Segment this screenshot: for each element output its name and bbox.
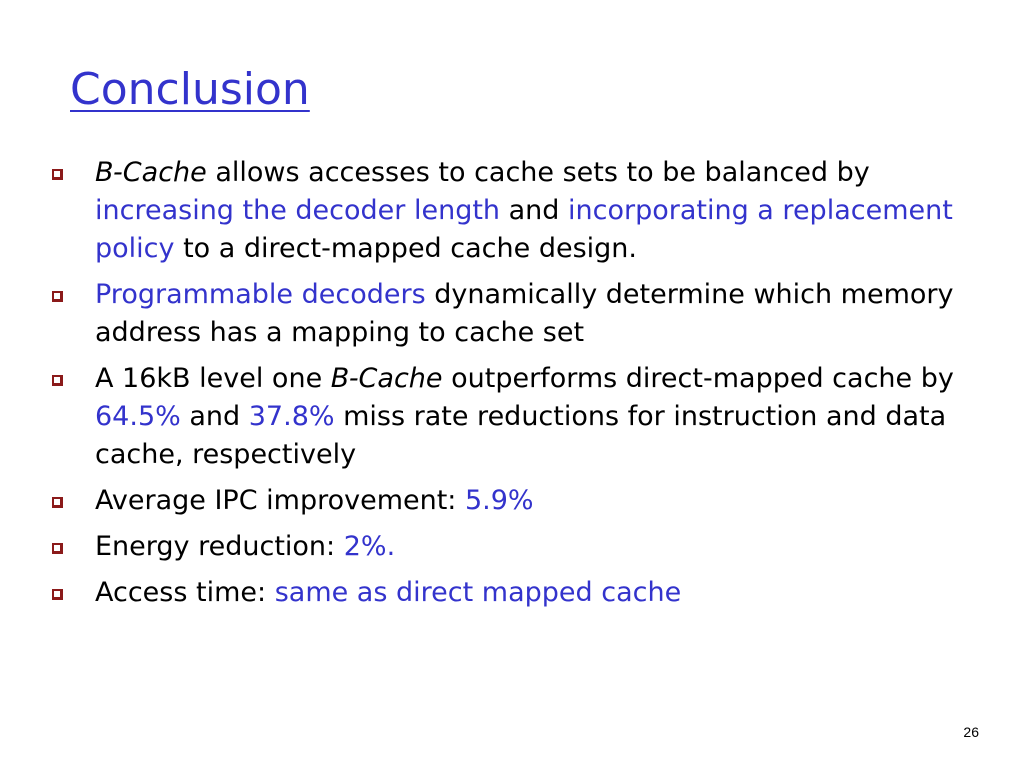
square-bullet-icon	[52, 497, 63, 508]
bullet-text-segment: A 16kB level one	[95, 363, 331, 394]
bullet-highlight-text: 64.5%	[95, 401, 181, 432]
square-bullet-icon	[52, 169, 63, 180]
bullet-highlight-text: increasing the decoder length	[95, 195, 501, 226]
bullet-highlight-text: 2%.	[343, 531, 396, 562]
bullet-text-segment: Average IPC improvement:	[95, 485, 465, 516]
bullet-text-segment: and	[180, 401, 249, 432]
square-bullet-icon	[52, 291, 63, 302]
bullet-highlight-text: 5.9%	[464, 485, 534, 516]
square-bullet-icon	[52, 375, 63, 386]
bullet-text-segment: miss rate reductions for instruction and data cache, respectively	[95, 401, 947, 470]
bullet-text-segment: to a direct-mapped cache design.	[174, 233, 637, 264]
bullet-text-segment: allows accesses to cache sets to be balanced by	[206, 157, 870, 188]
square-bullet-icon	[52, 589, 63, 600]
bullet-item	[52, 360, 992, 474]
slide-title: Conclusion	[70, 64, 310, 115]
bullet-item	[52, 276, 992, 352]
bullet-list	[52, 154, 992, 620]
bullet-text-segment: Energy reduction:	[95, 531, 344, 562]
bullet-highlight-text: incorporating a replacement policy	[95, 195, 953, 264]
bullet-text-segment: Access time:	[95, 577, 275, 608]
bullet-text-segment: B-Cache	[330, 363, 443, 394]
square-bullet-icon	[52, 543, 63, 554]
bullet-item	[52, 482, 992, 520]
bullet-item	[52, 574, 992, 612]
page-number: 26	[963, 724, 979, 740]
bullet-text-segment: B-Cache	[95, 157, 207, 188]
bullet-highlight-text: 37.8%	[248, 401, 335, 432]
bullet-text-segment: outperforms direct-mapped cache by	[442, 363, 954, 394]
bullet-text-segment: and	[500, 195, 568, 226]
bullet-highlight-text: same as direct mapped cache	[274, 577, 682, 608]
bullet-item	[52, 528, 992, 566]
bullet-text-segment: dynamically determine which memory address has a mapping to cache set	[95, 279, 954, 348]
bullet-item	[52, 154, 992, 268]
bullet-highlight-text: Programmable decoders	[95, 279, 426, 310]
